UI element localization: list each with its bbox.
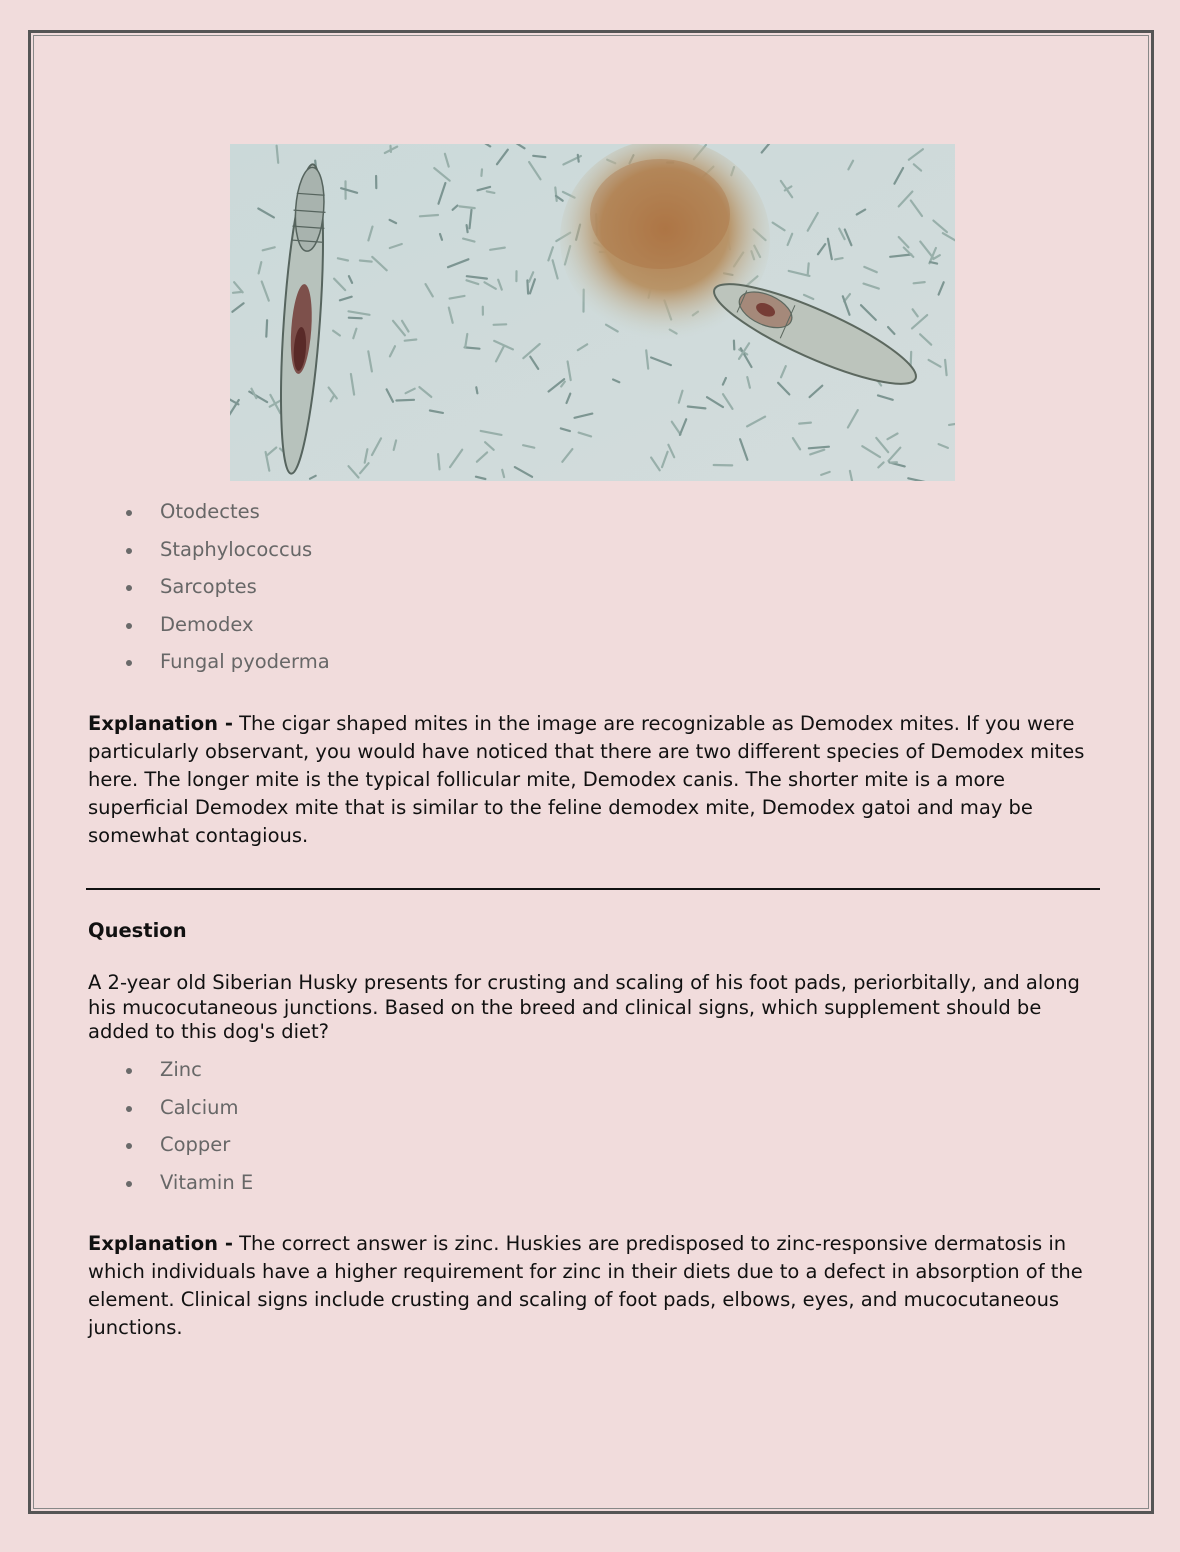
option-label: Copper — [160, 1133, 231, 1156]
microscope-image — [230, 144, 955, 481]
explanation-label: Explanation - — [88, 1232, 233, 1255]
bullet-icon — [126, 1106, 132, 1112]
bullet-icon — [126, 1068, 132, 1074]
explanation-text: The cigar shaped mites in the image are recognizable as Demodex mites. If you were particularly observant, you would have noticed that there are two different species of Demodex mites here. The longer mite is the typical follicular mite, Demodex canis. The shorter mite is a more superficial Demodex mite that is similar to the feline demodex mite, Demodex gatoi and may be somewhat contagious. — [88, 712, 1085, 847]
option-copper[interactable] — [160, 1133, 960, 1171]
option-fungal-pyoderma[interactable] — [160, 650, 960, 688]
bullet-icon — [126, 585, 132, 591]
option-zinc[interactable] — [160, 1058, 960, 1096]
option-calcium[interactable] — [160, 1096, 960, 1134]
question1-explanation — [88, 710, 1098, 850]
option-label: Vitamin E — [160, 1170, 254, 1194]
question-text: A 2-year old Siberian Husky presents for crusting and scaling of his foot pads, periorbitally, and along his mucocutaneous junctions. Based on the breed and clinical signs, which supplement should be added to this dog's diet? — [88, 971, 1080, 1043]
bullet-icon — [126, 1181, 132, 1187]
bullet-icon — [126, 510, 132, 516]
option-label: Zinc — [160, 1058, 202, 1081]
option-label: Demodex — [160, 612, 254, 636]
bullet-icon — [126, 623, 132, 629]
bullet-icon — [126, 1143, 132, 1149]
explanation-label: Explanation - — [88, 712, 233, 735]
option-otodectes[interactable] — [160, 500, 960, 538]
option-label: Calcium — [160, 1095, 239, 1119]
question2-explanation — [88, 1230, 1098, 1342]
explanation-text: The correct answer is zinc. Huskies are predisposed to zinc-responsive dermatosis in which individuals have a higher requirement for zinc in their diets due to a defect in absorption of the element. Clinical signs include crusting and scaling of foot pads, elbows, eyes, and mucocutaneous junctions. — [88, 1232, 1083, 1339]
option-vitamin-e[interactable] — [160, 1171, 960, 1209]
option-sarcoptes[interactable] — [160, 575, 960, 613]
bullet-icon — [126, 660, 132, 666]
section-divider — [86, 888, 1100, 890]
option-label: Sarcoptes — [160, 575, 257, 598]
option-label: Fungal pyoderma — [160, 650, 330, 673]
bullet-icon — [126, 548, 132, 554]
option-label: Otodectes — [160, 500, 260, 523]
question-heading: Question — [88, 919, 187, 942]
question1-options — [160, 500, 960, 688]
question2-options — [160, 1058, 960, 1208]
option-staphylococcus[interactable] — [160, 538, 960, 576]
option-label: Staphylococcus — [160, 537, 313, 561]
option-demodex[interactable] — [160, 613, 960, 651]
